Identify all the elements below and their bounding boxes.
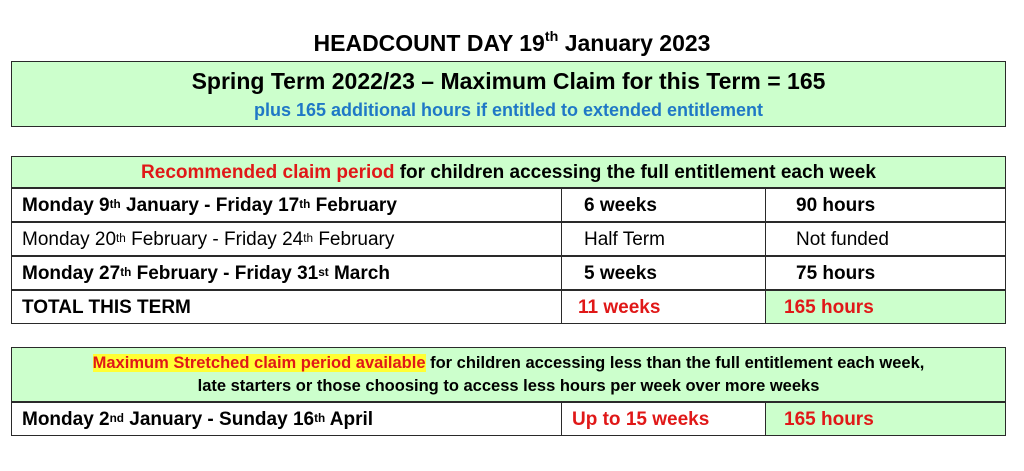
table-row <box>11 188 1006 222</box>
max-claim-text: Spring Term 2022/23 – Maximum Claim for this Term = 165 <box>191 68 826 94</box>
stretched-claim-highlight: Maximum Stretched claim period available <box>92 354 426 372</box>
period-cell: Monday 27th February - Friday 31st March <box>11 256 562 290</box>
recommended-claim-header: Recommended claim period for children accessing the full entitlement each week <box>11 156 1006 188</box>
stretched-row <box>11 402 1006 436</box>
total-row <box>11 290 1006 324</box>
term-summary-box <box>11 61 1006 127</box>
total-hours: 165 hours <box>765 290 1006 324</box>
hours-cell: 165 hours <box>765 402 1006 436</box>
period-cell: Monday 20th February - Friday 24th February <box>11 222 562 256</box>
hours-cell: 75 hours <box>765 256 1006 290</box>
hours-cell: Not funded <box>765 222 1006 256</box>
table-row <box>11 222 1006 256</box>
hours-cell: 90 hours <box>765 188 1006 222</box>
extended-entitlement-text: plus 165 additional hours if entitled to extended entitlement <box>253 100 764 120</box>
table-row <box>11 256 1006 290</box>
stretched-claim-header: Maximum Stretched claim period available for children accessing less than the full entitlement each week, late starters or those choosing to access less hours per week over more weeks <box>11 347 1006 402</box>
weeks-cell: 5 weeks <box>561 256 766 290</box>
period-cell: Monday 2nd January - Sunday 16th April <box>11 402 562 436</box>
total-weeks: 11 weeks <box>561 290 766 324</box>
weeks-cell: Half Term <box>561 222 766 256</box>
page-title: HEADCOUNT DAY 19th January 2023 <box>313 28 711 56</box>
period-cell: Monday 9th January - Friday 17th February <box>11 188 562 222</box>
weeks-cell: 6 weeks <box>561 188 766 222</box>
weeks-cell: Up to 15 weeks <box>561 402 766 436</box>
total-label: TOTAL THIS TERM <box>11 290 562 324</box>
